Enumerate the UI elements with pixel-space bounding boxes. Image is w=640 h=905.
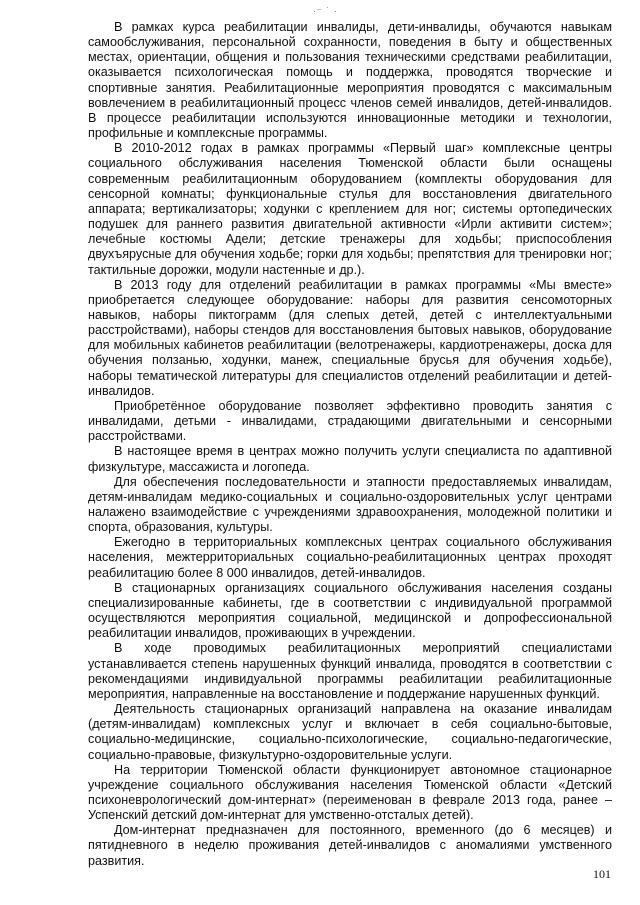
paragraph-rehab-course: В рамках курса реабилитации инвалиды, дети-инвалиды, обучаются навыкам самообслуживания, персональной сохранности, поведения в быту и общественных местах, ориентации, общения и пользования техническими средствами реабилитации, оказывается психологическая помощь и поддержка, проводятся творческие и спортивные занятия. Реабилитационные мероприятия проводятся с максимальным вовлечением в реабилитационный процесс членов семей инвалидов, детей-инвалидов. В процессе реабилитации используются инновационные методики и технологии, профильные и комплексные программы. — [88, 20, 612, 141]
paragraph-boarding-purpose: Дом-интернат предназначен для постоянного, временного (до 6 месяцев) и пятидневного в неделю проживания детей-инвалидов с аномалиями умственного развития. — [88, 823, 612, 868]
paragraph-rehab-measures: В ходе проводимых реабилитационных мероприятий специалистами устанавливается степень нарушенных функций инвалида, проводятся в соответствии с рекомендациями индивидуальной программы реабилитации реабилитационные мероприятия, направленные на восстановление и поддержание нарушенных функций. — [88, 641, 612, 701]
page-number: 101 — [593, 867, 611, 881]
paragraph-specialist-services: В настоящее время в центрах можно получить услуги специалиста по адаптивной физкультуре, массажиста и логопеда. — [88, 444, 612, 474]
document-body — [88, 20, 612, 869]
paragraph-first-step-program: В 2010-2012 годах в рамках программы «Первый шаг» комплексные центры социального обслуживания населения Тюменской области были оснащены современным реабилитационным оборудованием (комплекты оборудования для сенсорной комнаты; функциональные стулья для восстановления двигательного аппарата; вертикализаторы; ходунки с креплением для ног; системы ортопедических подушек для раннего развития двигательной активности «Ирли активити систем»; лечебные костюмы Адели; детские тренажеры для ходьбы; приспособления двухъярусные для обучения ходьбе; горки для ходьбы; препятствия для тренировки ног; тактильные дорожки, модули настенные и др.). — [88, 141, 612, 277]
paragraph-equipment-effect: Приобретённое оборудование позволяет эффективно проводить занятия с инвалидами, детьми - инвалидами, страдающими двигательными и сенсорными расстройствами. — [88, 398, 612, 444]
paragraph-we-together-program: В 2013 году для отделений реабилитации в рамках программы «Мы вместе» приобретается следующее оборудование: наборы для развития сенсомоторных навыков, наборы пиктограмм (для слепых детей, детей с интеллектуальными расстройствами), наборы стендов для восстановления бытовых навыков, оборудование для мобильных кабинетов реабилитации (велотренажеры, кардиотренажеры, доска для обучения ползанью, ходунки, манеж, специальные брусья для обучения ходьбе), наборы тематической литературы для специалистов отделений реабилитации и детей-инвалидов. — [88, 277, 612, 398]
paragraph-stationary-services: Деятельность стационарных организаций направлена на оказание инвалидам (детям-инвалидам) комплексных услуг и включает в себя социально-бытовые, социально-медицинские, социально-психологические, социально-педагогические, социально-правовые, физкультурно-оздоровительные услуги. — [88, 702, 612, 762]
paragraph-stationary-cabinets: В стационарных организациях социального обслуживания населения созданы специализированные кабинеты, где в соответствии с индивидуальной программой осуществляются мероприятия социальной, медицинской и допрофессиональной реабилитации инвалидов, проживающих в учреждении. — [88, 580, 612, 641]
paragraph-interagency-cooperation: Для обеспечения последовательности и этапности предоставляемых инвалидам, детям-инвалидам медико-социальных и социально-оздоровительных услуг центрами налажено взаимодействие с учреждениями здравоохранения, молодежной политики и спорта, образования, культуры. — [88, 474, 612, 535]
paragraph-boarding-school: На территории Тюменской области функционирует автономное стационарное учреждение социального обслуживания населения Тюменской области «Детский психоневрологический дом-интернат» (переименован в феврале 2013 года, ранее – Успенский детский дом-интернат для умственно-отсталых детей). — [88, 762, 612, 823]
paragraph-annual-rehab-count: Ежегодно в территориальных комплексных центрах социального обслуживания населения, межтерриториальных социально-реабилитационных центрах проходят реабилитацию более 8 000 инвалидов, детей-инвалидов. — [88, 535, 612, 580]
scan-artifact-mark: ·⁻ ˙ · — [313, 6, 338, 16]
